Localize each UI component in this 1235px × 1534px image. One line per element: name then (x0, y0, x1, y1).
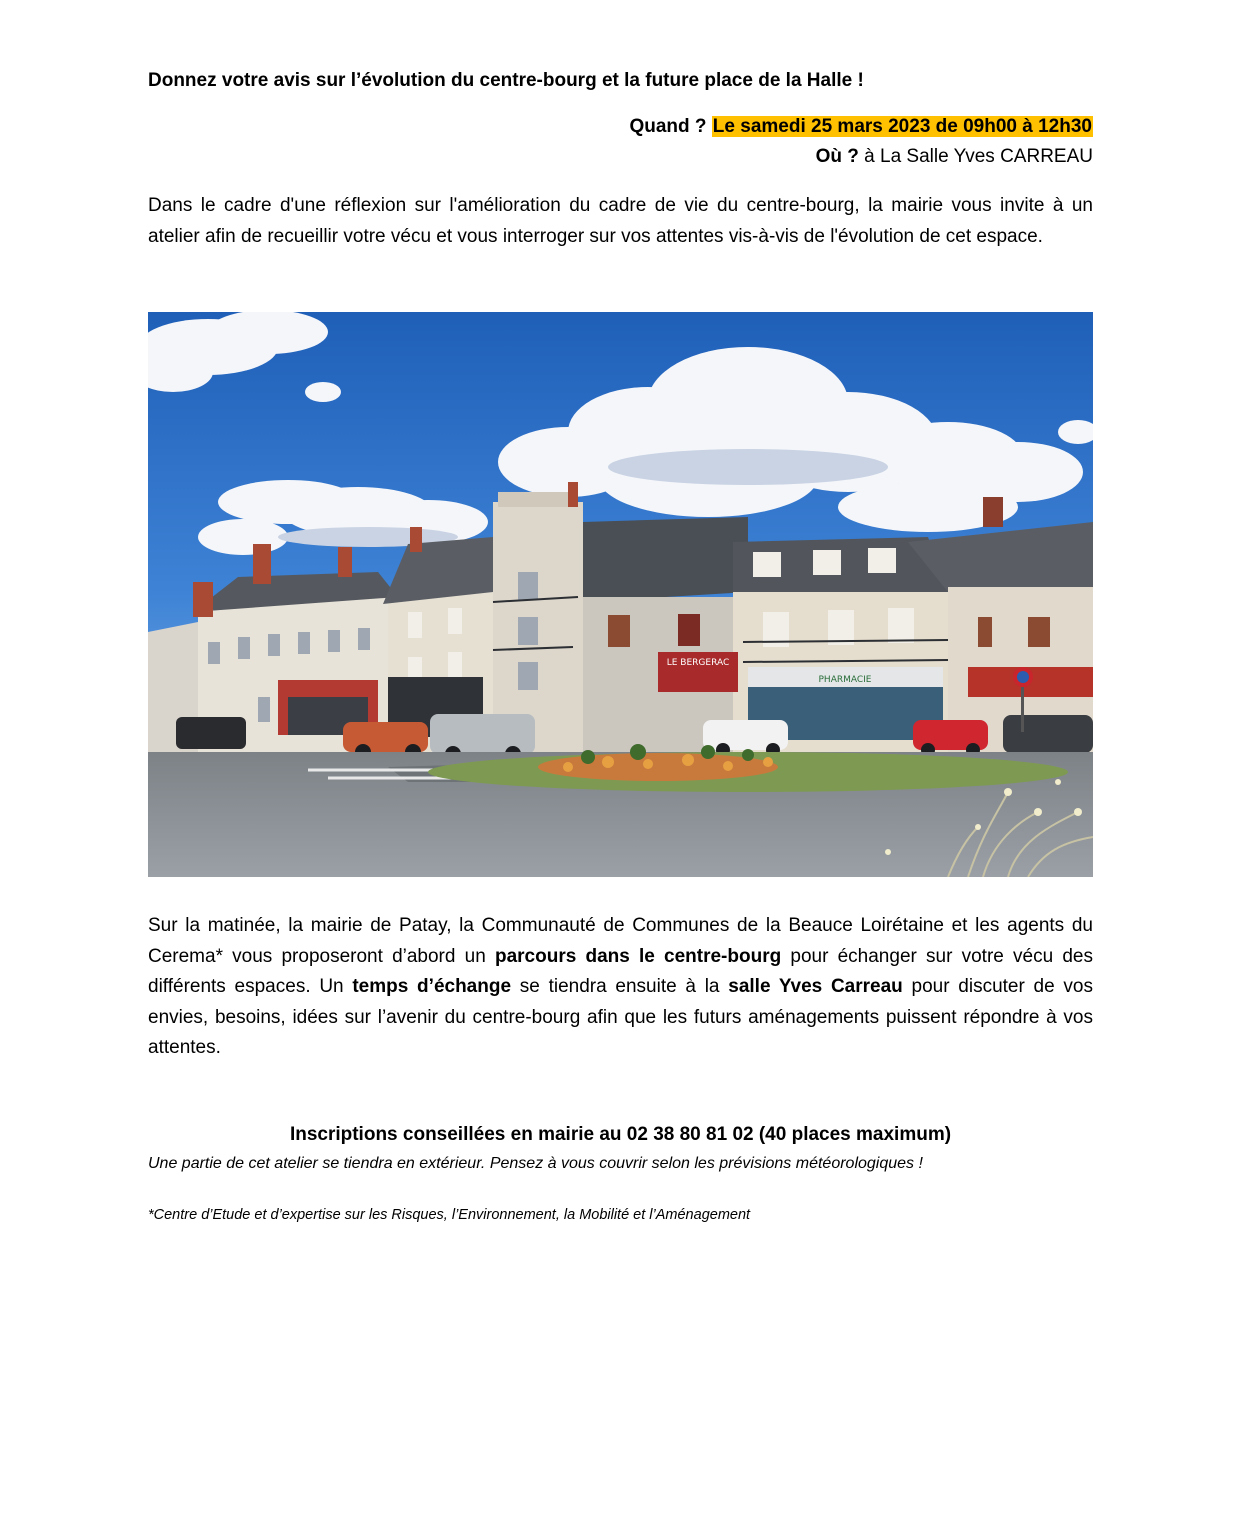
weather-note: Une partie de cet atelier se tiendra en extérieur. Pensez à vous couvrir selon les prévisions météorologiques ! (148, 1155, 923, 1172)
body-text-4: pour discuter de vos envies, besoins, idées sur l’avenir du centre-bourg afin que les futurs aménagements puissent répondre à vos attentes. (148, 976, 1093, 1058)
where-value: à La Salle Yves CARREAU (864, 146, 1093, 167)
body-bold-salle: salle Yves Carreau (728, 976, 903, 997)
shop-sign-pharmacie: PHARMACIE (818, 675, 872, 685)
when-value: Le samedi 25 mars 2023 de 09h00 à 12h30 (712, 116, 1092, 137)
event-date (629, 116, 1093, 138)
body-text-2: pour échanger sur votre vécu des différents espaces. Un (148, 945, 1093, 997)
footnote: *Centre d’Etude et d’expertise sur les Risques, l’Environnement, la Mobilité et l’Aménagement (148, 1207, 751, 1223)
intro-paragraph: Dans le cadre d'une réflexion sur l'amélioration du cadre de vie du centre-bourg, la mairie vous invite à un atelier afin de recueillir votre vécu et vous interroger sur vos attentes vis-à-vis de l'évolution de cet espace. (148, 195, 1093, 247)
headline: Donnez votre avis sur l’évolution du centre-bourg et la future place de la Halle ! (148, 70, 864, 91)
body-paragraph (148, 911, 1093, 1064)
shop-sign-bergerac: LE BERGERAC (666, 658, 730, 668)
when-label: Quand ? (629, 116, 707, 137)
event-location (816, 146, 1093, 168)
where-label: Où ? (815, 146, 859, 167)
registration-line: Inscriptions conseillées en mairie au 02 38 80 81 02 (40 places maximum) (289, 1124, 952, 1145)
body-text-1: Sur la matinée, la mairie de Patay, la Communauté de Communes de la Beauce Loirétaine et les agents du Cerema* vous proposeront d’abord un (148, 915, 1093, 967)
body-text-3: se tiendra ensuite à la (511, 976, 729, 997)
body-bold-temps: temps d’échange (352, 976, 512, 997)
body-bold-parcours: parcours dans le centre-bourg (494, 945, 782, 967)
town-square-photo (148, 312, 1093, 877)
